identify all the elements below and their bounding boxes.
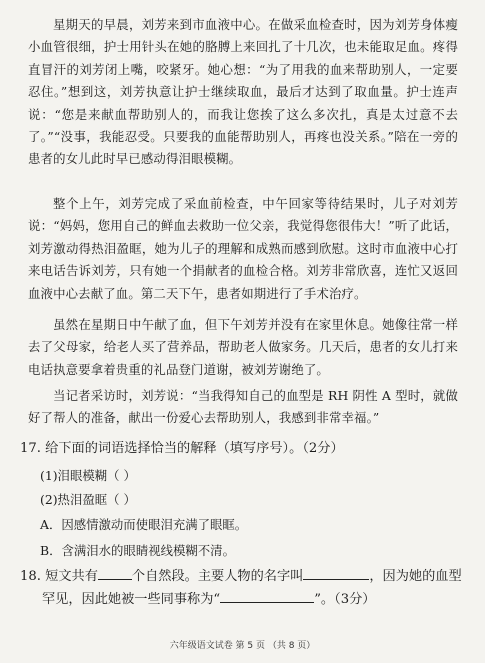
q18-blank-nickname[interactable] bbox=[220, 590, 314, 603]
page-footer: 六年级语文试卷 第 5 页 （共 8 页） bbox=[169, 641, 316, 651]
passage-paragraph-4: 当记者采访时，刘芳说：“当我得知自己的血型是 RH 阴性 A 型时，就做好了帮人的准备，献出一份爱心去帮助别人，我感到非常幸福。” bbox=[28, 388, 458, 426]
question-17-option-a: A．因感情激动而使眼泪充满了眼眶。 bbox=[40, 517, 248, 532]
question-18-line-2 bbox=[42, 589, 375, 611]
passage-paragraph-1: 星期天的早晨，刘芳来到市血液中心。在做采血检查时，因为刘芳身体瘦小血管很细，护士用针头在她的胳膊上来回扎了十几次，也未能取足血。疼得直冒汗的刘芳闭上嘴，咬紧牙。她心想：“为了用我的血来帮助别人，一定要忍住。”想到这，刘芳执意让护士继续取血，最后才达到了取血量。护士连声说：“您是来献血帮助别人的，而我让您挨了这么多次扎，真是太过意不去了。”“没事，我能忍受。只要我的血能帮助别人，再疼也没关系。”陪在一旁的患者的女儿此时早已感动得泪眼模糊。 bbox=[28, 17, 458, 167]
question-17-item-2: (2)热泪盈眶（ ） bbox=[40, 492, 136, 507]
question-17-title: 17. 给下面的词语选择恰当的解释（填写序号）。（2分） bbox=[20, 441, 344, 456]
question-17-item-1: (1)泪眼模糊（ ） bbox=[40, 468, 136, 483]
question-18-line-1 bbox=[20, 566, 462, 588]
passage-paragraph-2: 整个上午，刘芳完成了采血前检查，中午回家等待结果时，儿子对刘芳说：“妈妈，您用自己的鲜血去救助一位父亲，我觉得您很伟大！”听了此话，刘芳激动得热泪盈眶，她为儿子的理解和成熟而感到欣慰。这时市血液中心打来电话告诉刘芳，只有她一个捐献者的血检合格。刘芳非常欣喜，连忙又返回血液中心去献了血。第二天下午，患者如期进行了手术治疗。 bbox=[28, 196, 458, 301]
q18-blank-paragraph-count[interactable] bbox=[98, 567, 132, 580]
passage-paragraph-3: 虽然在星期日中午献了血，但下午刘芳并没有在家里休息。她像往常一样去了父母家，给老人买了营养品，帮助老人做家务。几天后，患者的女儿打来电话执意要拿着贵重的礼品登门道谢，被刘芳谢绝了。 bbox=[28, 317, 458, 377]
q18-text-a: 18. 短文共有 bbox=[20, 569, 98, 584]
q18-blank-name[interactable] bbox=[303, 567, 369, 580]
question-17-option-b: B．含满泪水的眼睛视线模糊不清。 bbox=[40, 543, 235, 558]
q18-text-d: 罕见，因此她被一些同事称为“ bbox=[42, 592, 221, 607]
q18-text-b: 个自然段。主要人物的名字叫 bbox=[131, 569, 304, 584]
q18-text-e: ”。（3分） bbox=[314, 592, 376, 607]
q18-text-c: ，因为她的血型 bbox=[369, 569, 462, 584]
